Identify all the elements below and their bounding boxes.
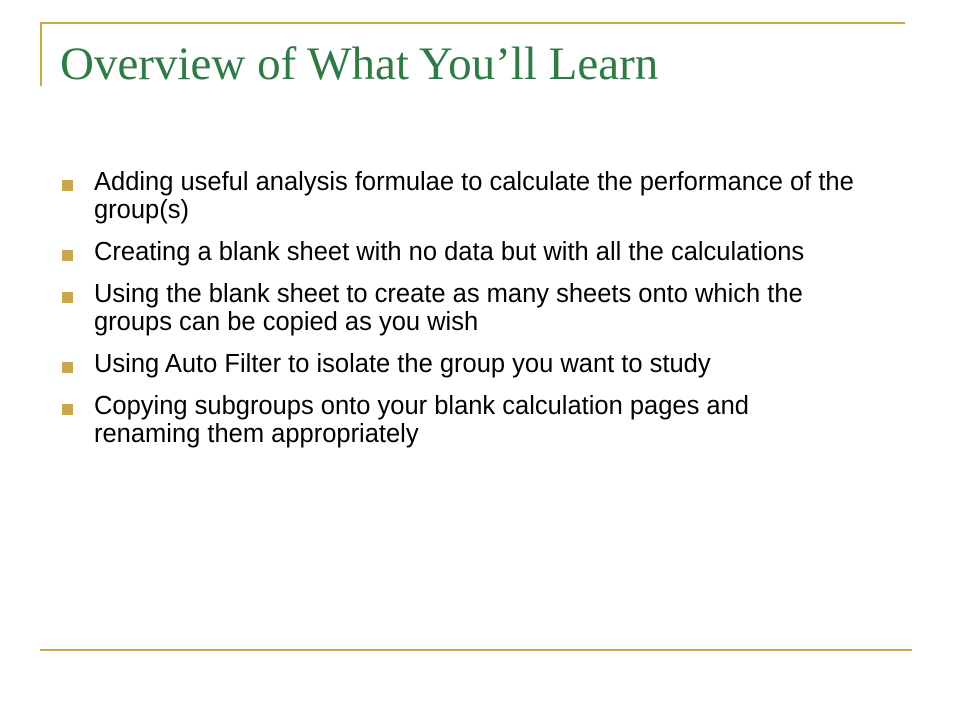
bottom-divider	[40, 649, 912, 651]
square-bullet-icon	[62, 292, 73, 303]
bullet-item	[62, 168, 862, 224]
bullet-text: Copying subgroups onto your blank calculation pages and renaming them appropriately	[94, 392, 749, 448]
bullet-item	[62, 392, 862, 448]
top-divider	[40, 22, 905, 24]
slide-title: Overview of What You’ll Learn	[60, 38, 659, 90]
bullet-item	[62, 350, 862, 378]
bullet-text: Adding useful analysis formulae to calculate the performance of the group(s)	[94, 168, 854, 224]
bullet-text: Using the blank sheet to create as many sheets onto which the groups can be copied as you wish	[94, 280, 803, 336]
square-bullet-icon	[62, 180, 73, 191]
square-bullet-icon	[62, 404, 73, 415]
bullet-item	[62, 280, 862, 336]
bullet-list	[62, 168, 862, 462]
bullet-text: Using Auto Filter to isolate the group you want to study	[94, 350, 711, 378]
left-divider	[40, 22, 42, 86]
bullet-text: Creating a blank sheet with no data but with all the calculations	[94, 238, 805, 266]
bullet-item	[62, 238, 862, 266]
square-bullet-icon	[62, 362, 73, 373]
square-bullet-icon	[62, 250, 73, 261]
